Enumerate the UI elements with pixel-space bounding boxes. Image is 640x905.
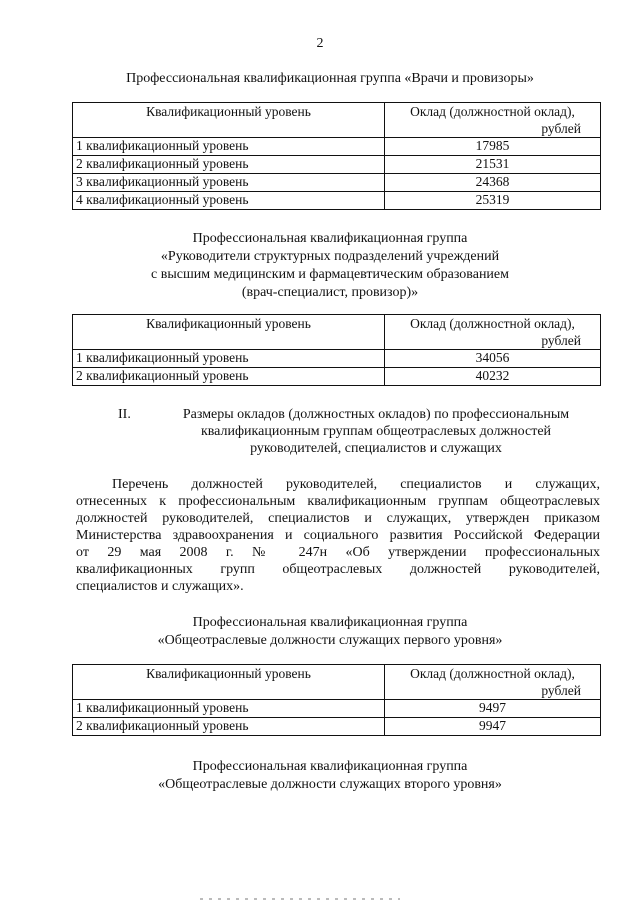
salary-cell: 40232 xyxy=(385,368,601,386)
group3-title xyxy=(60,614,600,650)
body-paragraph xyxy=(76,476,600,595)
paragraph-line: квалификационных групп общеотраслевых должностей руководителей, xyxy=(76,562,600,577)
section-title-text xyxy=(154,406,598,457)
salary-cell: 9497 xyxy=(385,700,601,718)
group4-title-line: «Общеотраслевые должности служащих второго уровня» xyxy=(158,777,502,792)
table-row xyxy=(73,718,601,736)
salary-cell: 25319 xyxy=(385,192,601,210)
group2-title-line: «Руководители структурных подразделений учреждений xyxy=(160,249,500,264)
group1-table xyxy=(72,102,601,210)
group2-title xyxy=(60,230,600,302)
header-level: Квалификационный уровень xyxy=(73,665,385,700)
paragraph-line: отнесенных к профессиональным квалификационным группам общеотраслевых xyxy=(76,494,600,509)
group4-title xyxy=(60,758,600,794)
scan-artifact xyxy=(200,898,400,900)
group2-title-line: Профессиональная квалификационная группа xyxy=(192,231,468,246)
header-salary-line2: рублей xyxy=(541,121,581,136)
header-salary-line1: Оклад (должностной оклад), xyxy=(410,666,575,681)
table-header-row xyxy=(73,315,601,350)
salary-cell: 24368 xyxy=(385,174,601,192)
section-title-line: Размеры окладов (должностных окладов) по профессиональным xyxy=(182,407,570,422)
section-title-line: руководителей, специалистов и служащих xyxy=(250,441,502,456)
group1-title xyxy=(60,70,600,88)
level-cell: 3 квалификационный уровень xyxy=(73,174,385,192)
salary-cell: 21531 xyxy=(385,156,601,174)
salary-cell: 17985 xyxy=(385,138,601,156)
paragraph-line: Перечень должностей руководителей, специалистов и служащих, xyxy=(112,477,600,492)
group2-table xyxy=(72,314,601,386)
level-cell: 2 квалификационный уровень xyxy=(73,368,385,386)
group2-title-line: с высшим медицинским и фармацевтическим образованием xyxy=(151,267,509,282)
header-salary-line1: Оклад (должностной оклад), xyxy=(410,104,575,119)
level-cell: 2 квалификационный уровень xyxy=(73,718,385,736)
header-level: Квалификационный уровень xyxy=(73,103,385,138)
table-header-row xyxy=(73,665,601,700)
group4-title-line: Профессиональная квалификационная группа xyxy=(192,759,468,774)
table-row xyxy=(73,156,601,174)
header-salary xyxy=(385,315,601,350)
level-cell: 4 квалификационный уровень xyxy=(73,192,385,210)
group1-title-line: Профессиональная квалификационная группа «Врачи и провизоры» xyxy=(126,71,534,86)
paragraph-line: специалистов и служащих». xyxy=(76,579,244,594)
table-row xyxy=(73,138,601,156)
paragraph-line: от 29 мая 2008 г. № 247н «Об утверждении профессиональных xyxy=(76,545,600,560)
table-row xyxy=(73,192,601,210)
salary-cell: 34056 xyxy=(385,350,601,368)
table-row xyxy=(73,700,601,718)
paragraph-line: должностей руководителей, специалистов и служащих, утвержден приказом xyxy=(76,511,600,526)
level-cell: 1 квалификационный уровень xyxy=(73,700,385,718)
header-salary-line2: рублей xyxy=(541,683,581,698)
level-cell: 2 квалификационный уровень xyxy=(73,156,385,174)
paragraph-line: Министерства здравоохранения и социального развития Российской Федерации xyxy=(76,528,600,543)
level-cell: 1 квалификационный уровень xyxy=(73,350,385,368)
table-row xyxy=(73,174,601,192)
page-number: 2 xyxy=(316,36,324,51)
table-header-row xyxy=(73,103,601,138)
group3-title-line: «Общеотраслевые должности служащих первого уровня» xyxy=(157,633,503,648)
header-level: Квалификационный уровень xyxy=(73,315,385,350)
group3-table xyxy=(72,664,601,736)
header-salary-line2: рублей xyxy=(541,333,581,348)
section-title-line: квалификационным группам общеотраслевых должностей xyxy=(200,424,552,439)
group2-title-line: (врач-специалист, провизор)» xyxy=(241,285,419,300)
section-number: II. xyxy=(118,407,131,422)
header-salary-line1: Оклад (должностной оклад), xyxy=(410,316,575,331)
group3-title-line: Профессиональная квалификационная группа xyxy=(192,615,468,630)
header-salary xyxy=(385,103,601,138)
level-cell: 1 квалификационный уровень xyxy=(73,138,385,156)
header-salary xyxy=(385,665,601,700)
table-row xyxy=(73,368,601,386)
salary-cell: 9947 xyxy=(385,718,601,736)
table-row xyxy=(73,350,601,368)
